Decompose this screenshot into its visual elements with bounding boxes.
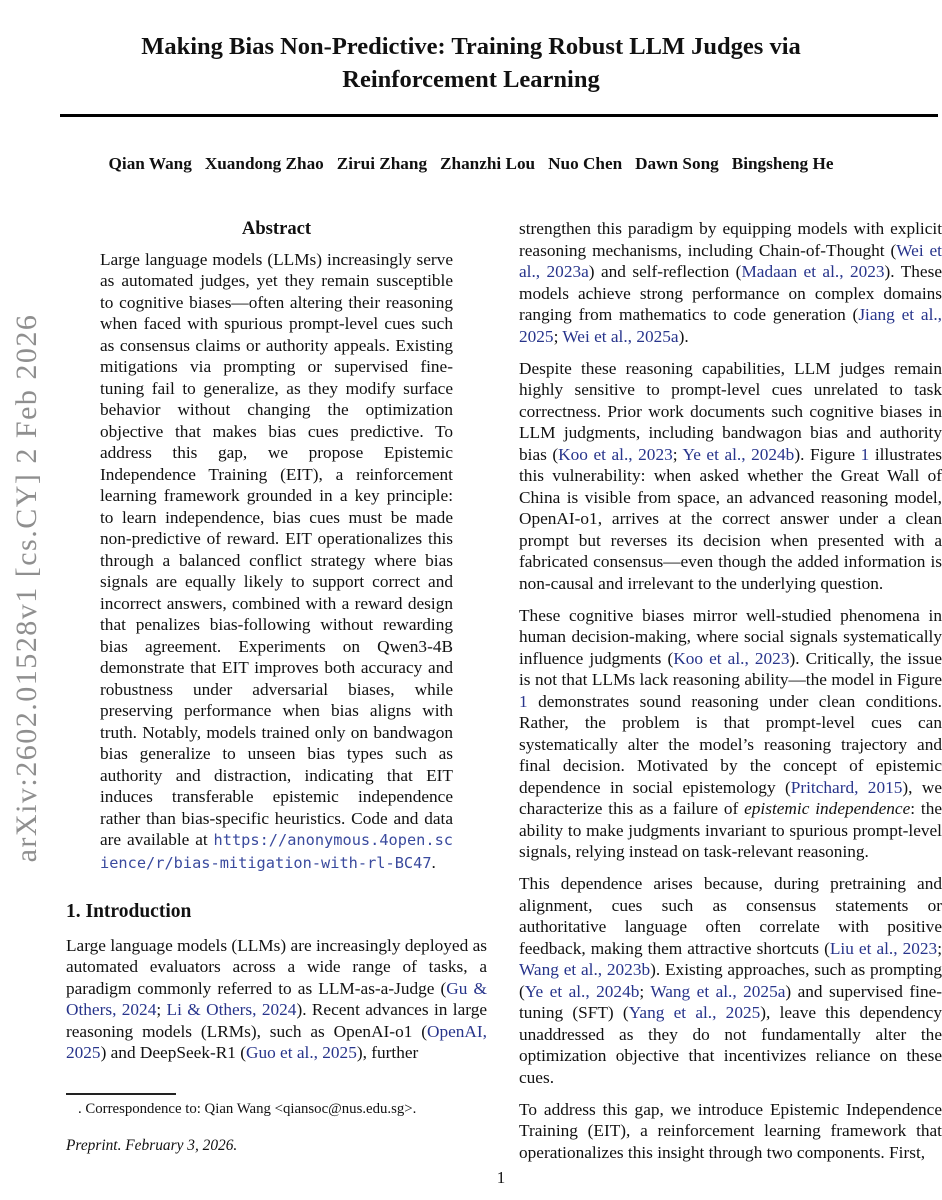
citation-link[interactable]: Gu & Others, 2024 <box>66 978 487 1019</box>
citation-link[interactable]: Guo et al., 2025 <box>245 1043 357 1062</box>
page-number: 1 <box>496 1168 506 1187</box>
author-name: Zirui Zhang <box>336 154 428 173</box>
title-divider-rule <box>60 114 938 117</box>
footnote-block <box>66 1093 487 1161</box>
paragraph: strengthen this paradigm by equipping models with explicit reasoning mechanisms, including Chain-of-Thought (Wei et al., 2023a) and self-reflection (Madaan et al., 2023). These models achieve strong performance on complex domains ranging from mathematics to code generation (Jiang et al., 2025; Wei et al., 2025a). <box>519 219 942 346</box>
citation-link[interactable]: Ye et al., 2024b <box>524 981 640 1001</box>
paragraph: This dependence arises because, during pretraining and alignment, cues such as consensus statements or authoritative language often correlate with positive feedback, making them attractive shortcuts (Liu et al., 2023; Wang et al., 2023b). Existing approaches, such as prompting (Ye et al., 2024b; Wang et al., 2025a) and supervised fine-tuning (SFT) (Yang et al., 2025), leave this dependency unaddressed as they do not fundamentally alter the optimization objective that incentivizes reliance on these cues. <box>519 874 942 1087</box>
abstract-body: Large language models (LLMs) increasingly serve as automated judges, yet they remain susceptible to cognitive biases—often altering their reasoning when faced with spurious prompt-level cues such as consensus claims or authority appeals. Existing mitigations via prompting or supervised fine-tuning fail to generalize, as they modify surface behavior without changing the optimization objective that makes bias cues predictive. To address this gap, we propose Epistemic Independence Training (EIT), a reinforcement learning framework grounded in a key principle: to learn independence, bias cues must be made non-predictive of reward. EIT operationalizes this through a balanced conflict strategy where bias signals are equally likely to support correct and incorrect answers, combined with a reward design that penalizes bias-following without rewarding bias agreement. Experiments on Qwen3-4B demonstrate that EIT improves both accuracy and robustness under adversarial biases, while preserving performance when bias aligns with truth. Notably, models trained only on bandwagon bias generalize to unseen bias types such as authority and distraction, indicating that EIT induces transferable epistemic independence rather than bias-specific heuristics. Code and data are available at https://anonymous.4open.science/r/bias-mitigation-with-rl-BC47. <box>100 249 453 872</box>
paragraph: To address this gap, we introduce Epistemic Independence Training (EIT), a reinforcement learning framework that operationalizes this insight through two components. First, <box>519 1099 942 1162</box>
citation-link[interactable]: Ye et al., 2024b <box>682 444 795 464</box>
paper-title <box>0 0 942 96</box>
citation-link[interactable]: Yang et al., 2025 <box>628 1003 761 1022</box>
author-name: Zhanzhi Lou <box>440 154 536 173</box>
citation-link[interactable]: Wang et al., 2025a <box>650 981 786 1001</box>
two-column-body <box>0 218 942 1160</box>
author-name: Qian Wang <box>108 154 192 173</box>
citation-link[interactable]: Liu et al., 2023 <box>829 938 938 958</box>
author-name: Xuandong Zhao <box>204 154 324 173</box>
figure-ref-link[interactable]: 1 <box>860 444 870 464</box>
emphasized-term: epistemic independence <box>744 799 911 818</box>
citation-link[interactable]: Jiang et al., 2025 <box>519 305 942 346</box>
citation-link[interactable]: Wang et al., 2023b <box>519 960 651 979</box>
citation-link[interactable]: Wei et al., 2025a <box>562 326 679 346</box>
left-column <box>66 218 487 1160</box>
abstract-heading: Abstract <box>241 218 312 239</box>
figure-ref-link[interactable]: 1 <box>519 691 528 711</box>
citation-link[interactable]: OpenAI, 2025 <box>66 1021 487 1062</box>
citation-link[interactable]: Koo et al., 2023 <box>558 444 673 464</box>
paragraph: Large language models (LLMs) are increasingly deployed as automated evaluators across a wide range of tasks, a paradigm commonly referred to as LLM-as-a-Judge (Gu & Others, 2024; Li & Others, 2024). Recent advances in large reasoning models (LRMs), such as OpenAI-o1 (OpenAI, 2025) and DeepSeek-R1 (Guo et al., 2025), further <box>66 935 488 1062</box>
paper-title-line-2: Reinforcement Learning <box>342 66 600 93</box>
citation-link[interactable]: Madaan et al., 2023 <box>741 262 885 281</box>
section-heading-introduction: 1. Introduction <box>66 901 192 922</box>
preprint-note: Preprint. February 3, 2026. <box>66 1136 238 1154</box>
paragraph: Despite these reasoning capabilities, LLM judges remain highly sensitive to prompt-level cues unrelated to task correctness. Prior work documents such cognitive biases in LLM judgments, including bandwagon bias and authority bias (Koo et al., 2023; Ye et al., 2024b). Figure 1 illustrates this vulnerability: when asked whether the Great Wall of China is visible from space, an advanced reasoning model, OpenAI-o1, arrives at the correct answer under a clean prompt but reverses its decision when presented with a fabricated consensus—even though the added information is non-causal and irrelevant to the underlying question. <box>519 358 942 593</box>
citation-link[interactable]: Koo et al., 2023 <box>673 648 790 668</box>
correspondence-footnote: . Correspondence to: Qian Wang <qiansoc@nus.edu.sg>. <box>78 1100 417 1117</box>
author-name: Nuo Chen <box>548 154 623 173</box>
paper-title-line-1: Making Bias Non-Predictive: Training Robust LLM Judges via <box>141 33 801 60</box>
citation-link[interactable]: Wei et al., 2023a <box>519 240 942 281</box>
arxiv-watermark: arXiv:2602.01528v1 [cs.CY] 2 Feb 2026 <box>10 313 43 863</box>
code-url-link[interactable]: https://anonymous.4open.science/r/bias-mitigation-with-rl-BC47 <box>100 831 453 872</box>
paragraph: These cognitive biases mirror well-studied phenomena in human decision-making, where social signals systematically influence judgments (Koo et al., 2023). Critically, the issue is not that LLMs lack reasoning ability—the model in Figure 1 demonstrates sound reasoning under clean conditions. Rather, the problem is that prompt-level cues can systematically alter the model’s reasoning trajectory and final decision. Motivated by the concept of epistemic dependence in social epistemology (Pritchard, 2015), we characterize this as a failure of epistemic independence: the ability to make judgments invariant to spurious prompt-level signals, relying instead on task-relevant reasoning. <box>519 605 942 861</box>
citation-link[interactable]: Pritchard, 2015 <box>790 777 903 797</box>
author-name: Dawn Song <box>635 154 719 173</box>
authors-row <box>0 154 942 174</box>
footnote-rule <box>66 1093 176 1095</box>
citation-link[interactable]: Li & Others, 2024 <box>166 1000 297 1019</box>
author-name: Bingsheng He <box>731 154 834 173</box>
right-column <box>519 218 942 1160</box>
